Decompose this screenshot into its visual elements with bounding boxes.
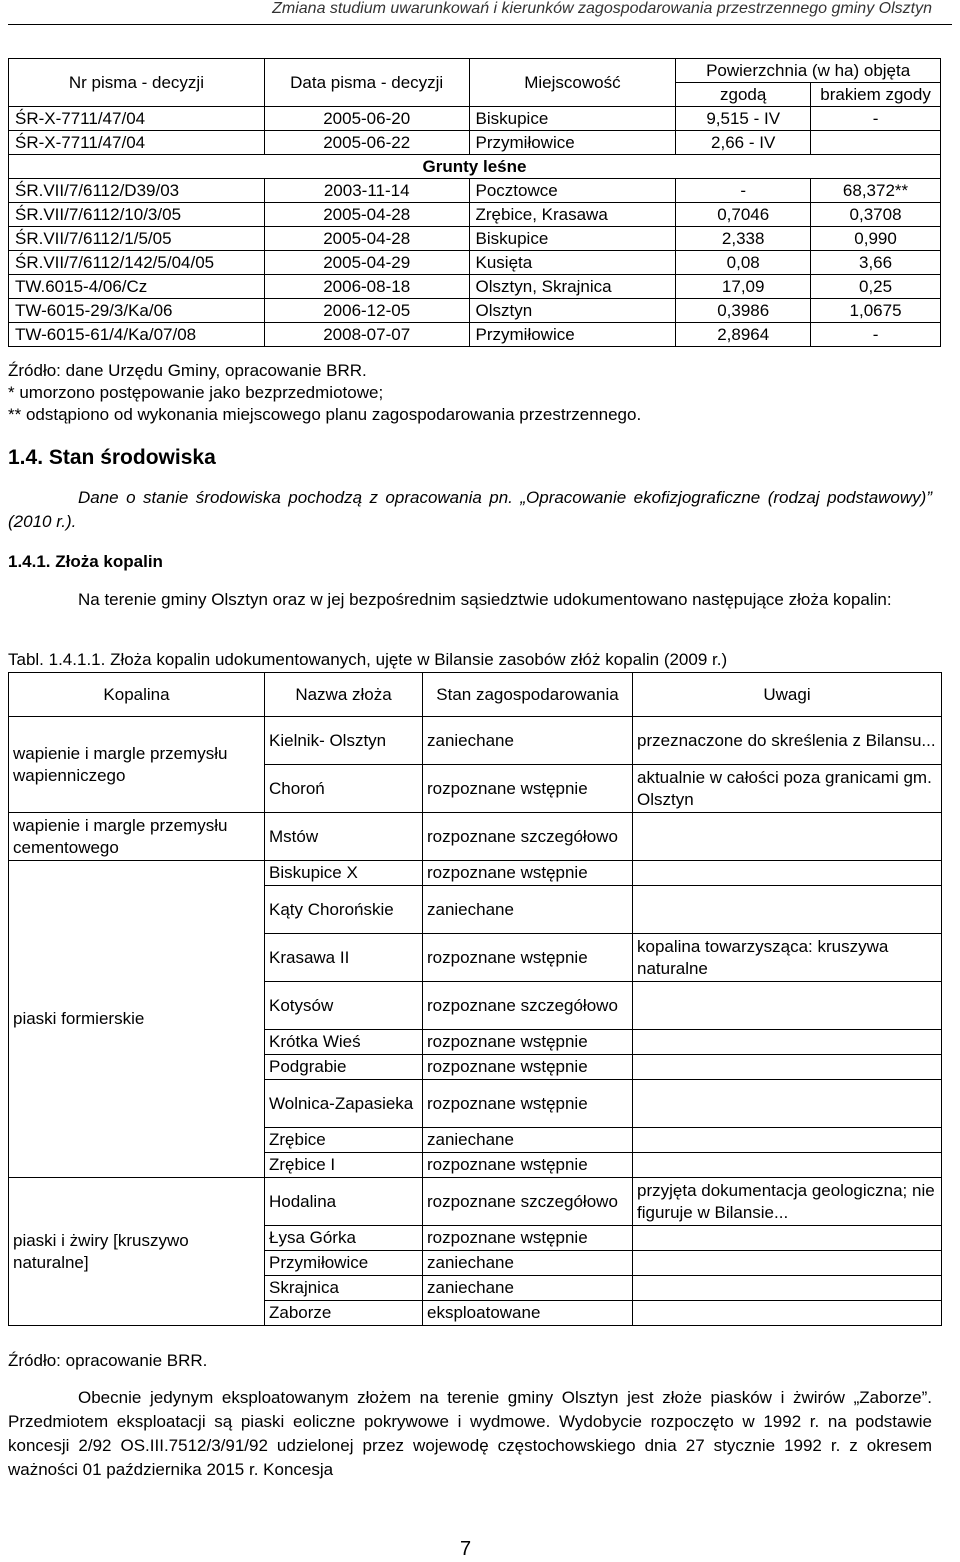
deposit-name: Zrębice (265, 1128, 423, 1153)
deposit-state: rozpoznane wstępnie (423, 1055, 633, 1080)
deposit-state: rozpoznane wstępnie (423, 1080, 633, 1128)
deposit-remark (633, 1276, 942, 1301)
decision-date: 2005-04-29 (264, 251, 469, 275)
deposit-remark: kopalina towarzysząca: kruszywa naturalne (633, 934, 942, 982)
deposit-name: Łysa Górka (265, 1226, 423, 1251)
decision-number: TW-6015-61/4/Ka/07/08 (9, 323, 265, 347)
area-no-consent: - (811, 107, 941, 131)
area-no-consent: - (811, 323, 941, 347)
deposit-name: Krasawa II (265, 934, 423, 982)
section-title: 1.4. Stan środowiska (8, 446, 216, 469)
deposit-remark (633, 1301, 942, 1326)
decision-number: ŚR-X-7711/47/04 (9, 107, 265, 131)
col-header-place: Miejscowość (469, 59, 676, 107)
deposit-remark (633, 1128, 942, 1153)
table-row (9, 227, 941, 251)
deposit-state: rozpoznane wstępnie (423, 934, 633, 982)
area-consent: 0,7046 (676, 203, 811, 227)
area-consent: 0,08 (676, 251, 811, 275)
locality: Olsztyn, Skrajnica (469, 275, 676, 299)
col-header-deposit-name: Nazwa złoża (265, 673, 423, 717)
area-no-consent: 0,3708 (811, 203, 941, 227)
deposit-state: rozpoznane wstępnie (423, 1153, 633, 1178)
area-consent: 2,66 - IV (676, 131, 811, 155)
col-header-state: Stan zagospodarowania (423, 673, 633, 717)
table1-rows-b (9, 179, 941, 347)
decision-date: 2003-11-14 (264, 179, 469, 203)
source-note-2: Źródło: opracowanie BRR. (8, 1351, 208, 1370)
decision-date: 2005-04-28 (264, 227, 469, 251)
table-row (9, 299, 941, 323)
deposit-remark (633, 982, 942, 1030)
locality: Kusięta (469, 251, 676, 275)
table-row (9, 275, 941, 299)
locality: Pocztowce (469, 179, 676, 203)
deposit-name: Przymiłowice (265, 1251, 423, 1276)
mineral-group: wapienie i margle przemysłu wapienniczego (9, 717, 265, 813)
header-rule (8, 24, 952, 25)
section-intro: Dane o stanie środowiska pochodzą z opracowania pn. „Opracowanie ekofizjograficzne (rodzaj podstawowy)” (2010 r.). (8, 488, 932, 531)
locality: Biskupice (469, 107, 676, 131)
table-row (9, 131, 941, 155)
area-no-consent: 3,66 (811, 251, 941, 275)
decision-date: 2006-12-05 (264, 299, 469, 323)
decision-number: ŚR.VII/7/6112/D39/03 (9, 179, 265, 203)
decision-number: ŚR.VII/7/6112/10/3/05 (9, 203, 265, 227)
footnote-2: ** odstąpiono od wykonania miejscowego planu zagospodarowania przestrzennego. (8, 405, 642, 424)
area-consent: 17,09 (676, 275, 811, 299)
deposit-name: Podgrabie (265, 1055, 423, 1080)
decision-date: 2008-07-07 (264, 323, 469, 347)
mineral-group: wapienie i margle przemysłu cementowego (9, 813, 265, 861)
table-caption: Tabl. 1.4.1.1. Złoża kopalin udokumentowanych, ujęte w Bilansie zasobów złóż kopalin (2009 r.) (8, 650, 728, 669)
deposit-remark (633, 1030, 942, 1055)
deposit-name: Zrębice I (265, 1153, 423, 1178)
decision-number: ŚR.VII/7/6112/1/5/05 (9, 227, 265, 251)
table-row (9, 251, 941, 275)
deposit-state: rozpoznane szczegółowo (423, 813, 633, 861)
deposit-state: zaniechane (423, 1251, 633, 1276)
col-header-nr: Nr pisma - decyzji (9, 59, 265, 107)
deposit-name: Kotysów (265, 982, 423, 1030)
table-row (9, 323, 941, 347)
deposit-remark (633, 861, 942, 886)
area-no-consent: 1,0675 (811, 299, 941, 323)
deposit-name: Hodalina (265, 1178, 423, 1226)
decision-number: TW-6015-29/3/Ka/06 (9, 299, 265, 323)
deposit-remark: przyjęta dokumentacja geologiczna; nie figuruje w Bilansie... (633, 1178, 942, 1226)
deposit-state: zaniechane (423, 886, 633, 934)
locality: Biskupice (469, 227, 676, 251)
deposit-remark (633, 1226, 942, 1251)
table1-section-forest: Grunty leśne (9, 155, 941, 179)
locality: Zrębice, Krasawa (469, 203, 676, 227)
deposit-name: Mstów (265, 813, 423, 861)
area-consent: - (676, 179, 811, 203)
col-header-consent: zgodą (676, 83, 811, 107)
table-row (9, 107, 941, 131)
decision-date: 2006-08-18 (264, 275, 469, 299)
deposit-state: rozpoznane wstępnie (423, 1226, 633, 1251)
area-consent: 0,3986 (676, 299, 811, 323)
deposit-state: zaniechane (423, 717, 633, 765)
col-header-no-consent: brakiem zgody (811, 83, 941, 107)
deposit-name: Kielnik- Olsztyn (265, 717, 423, 765)
deposit-name: Choroń (265, 765, 423, 813)
table1-rows-a (9, 107, 941, 155)
locality: Przymiłowice (469, 131, 676, 155)
deposit-remark (633, 1080, 942, 1128)
deposit-remark (633, 1251, 942, 1276)
decision-date: 2005-04-28 (264, 203, 469, 227)
deposit-remark: aktualnie w całości poza granicami gm. Olsztyn (633, 765, 942, 813)
deposit-name: Kąty Chorońskie (265, 886, 423, 934)
table-row (9, 179, 941, 203)
deposit-name: Krótka Wieś (265, 1030, 423, 1055)
deposit-remark (633, 886, 942, 934)
deposits-table (8, 672, 942, 1326)
table-row (9, 203, 941, 227)
deposit-remark (633, 1153, 942, 1178)
subsection-title: 1.4.1. Złoża kopalin (8, 552, 163, 571)
subsection-paragraph: Na terenie gminy Olsztyn oraz w jej bezpośrednim sąsiedztwie udokumentowano następujące złoża kopalin: (78, 590, 892, 609)
footnote-1: * umorzono postępowanie jako bezprzedmiotowe; (8, 383, 384, 402)
deposit-name: Wolnica-Zapasieka (265, 1080, 423, 1128)
final-paragraph: Obecnie jedynym eksploatowanym złożem na terenie gminy Olsztyn jest złoże piasków i żwirów „Zaborze”. Przedmiotem eksploatacji są piaski eoliczne pokrywowe i wydmowe. Wydobycie rozpoczęto w 1992 r. na podstawie koncesji 2/92 OS.III.7512/3/91/92 udzielonej przez wojewodę częstochowskiego dnia 27 stycznie 1992 r. z okresem ważności 01 października 2015 r. Koncesja (8, 1388, 932, 1479)
deposit-state: zaniechane (423, 1128, 633, 1153)
decision-number: TW.6015-4/06/Cz (9, 275, 265, 299)
decision-date: 2005-06-22 (264, 131, 469, 155)
deposit-state: rozpoznane szczegółowo (423, 982, 633, 1030)
mineral-group: piaski i żwiry [kruszywo naturalne] (9, 1178, 265, 1326)
deposit-remark (633, 1055, 942, 1080)
deposit-remark (633, 813, 942, 861)
col-header-area: Powierzchnia (w ha) objęta (676, 59, 941, 83)
deposit-state: rozpoznane wstępnie (423, 765, 633, 813)
decisions-table (8, 58, 941, 347)
source-note-1: Źródło: dane Urzędu Gminy, opracowanie BRR. (8, 361, 367, 380)
area-consent: 2,8964 (676, 323, 811, 347)
deposit-name: Zaborze (265, 1301, 423, 1326)
decision-number: ŚR.VII/7/6112/142/5/04/05 (9, 251, 265, 275)
area-no-consent: 0,990 (811, 227, 941, 251)
decision-number: ŚR-X-7711/47/04 (9, 131, 265, 155)
locality: Olsztyn (469, 299, 676, 323)
deposit-state: zaniechane (423, 1276, 633, 1301)
deposit-name: Biskupice X (265, 861, 423, 886)
col-header-mineral: Kopalina (9, 673, 265, 717)
area-consent: 9,515 - IV (676, 107, 811, 131)
running-header: Zmiana studium uwarunkowań i kierunków zagospodarowania przestrzennego gminy Olsztyn (272, 0, 932, 17)
deposit-state: rozpoznane szczegółowo (423, 1178, 633, 1226)
area-consent: 2,338 (676, 227, 811, 251)
col-header-remarks: Uwagi (633, 673, 942, 717)
deposit-remark: przeznaczone do skreślenia z Bilansu... (633, 717, 942, 765)
locality: Przymiłowice (469, 323, 676, 347)
area-no-consent: 0,25 (811, 275, 941, 299)
deposit-state: eksploatowane (423, 1301, 633, 1326)
page-number: 7 (460, 1538, 472, 1560)
mineral-group: piaski formierskie (9, 861, 265, 1178)
decision-date: 2005-06-20 (264, 107, 469, 131)
area-no-consent: 68,372** (811, 179, 941, 203)
deposit-state: rozpoznane wstępnie (423, 1030, 633, 1055)
deposit-state: rozpoznane wstępnie (423, 861, 633, 886)
deposit-name: Skrajnica (265, 1276, 423, 1301)
area-no-consent (811, 131, 941, 155)
col-header-date: Data pisma - decyzji (264, 59, 469, 107)
